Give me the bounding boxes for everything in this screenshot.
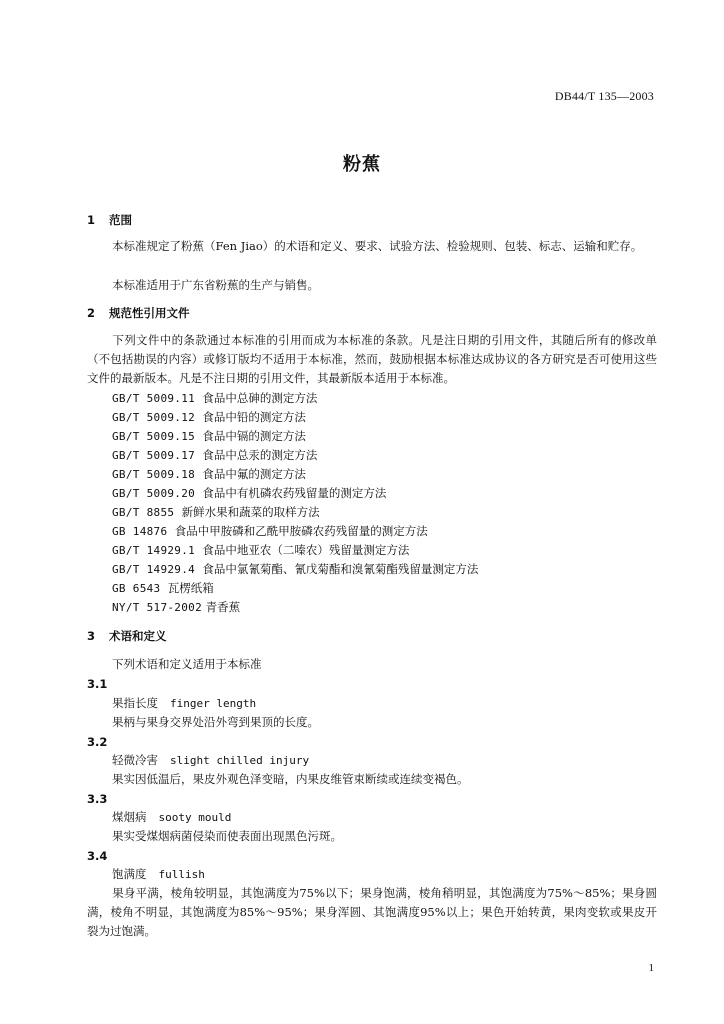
section-title: 范围 bbox=[109, 213, 132, 227]
reference-name: 新鲜水果和蔬菜的取样方法 bbox=[181, 505, 320, 519]
reference-item bbox=[112, 580, 214, 596]
section-number: 1 bbox=[87, 213, 96, 227]
term-title bbox=[112, 866, 205, 882]
reference-item bbox=[112, 523, 428, 539]
reference-item bbox=[112, 485, 386, 501]
reference-name: 食品中氯氰菊酯、氰戊菊酯和溴氰菊酯残留量测定方法 bbox=[202, 562, 479, 576]
reference-item bbox=[112, 542, 409, 558]
paragraph-text: 本标准适用于广东省粉蕉的生产与销售。 bbox=[112, 278, 319, 292]
term-zh: 饱满度 bbox=[112, 867, 147, 881]
reference-code: GB/T 5009.12 bbox=[112, 411, 196, 424]
section-number: 3 bbox=[87, 629, 96, 643]
term-definition: 果柄与果身交界处沿外弯到果顶的长度。 bbox=[112, 715, 319, 729]
reference-item bbox=[112, 466, 306, 482]
term-number: 3.4 bbox=[87, 849, 108, 863]
term-definition: 果实因低温后，果皮外观色泽变暗，内果皮维管束断续或连续变褐色。 bbox=[112, 772, 469, 786]
term-title bbox=[112, 752, 309, 768]
reference-code: GB 14876 bbox=[112, 525, 168, 538]
reference-name: 食品中地亚农（二嗪农）残留量测定方法 bbox=[202, 543, 410, 557]
section-2-heading bbox=[87, 305, 190, 321]
reference-code: GB/T 14929.4 bbox=[112, 563, 196, 576]
document-code: DB44/T 135—2003 bbox=[554, 89, 654, 103]
reference-code: GB/T 5009.17 bbox=[112, 449, 196, 462]
paragraph-text: 本标准规定了粉蕉（Fen Jiao）的术语和定义、要求、试验方法、检验规则、包装、标志、运输和贮存。 bbox=[112, 239, 643, 253]
reference-code: GB/T 5009.20 bbox=[112, 487, 196, 500]
reference-name: 食品中氟的测定方法 bbox=[202, 467, 306, 481]
reference-name: 食品中镉的测定方法 bbox=[202, 429, 306, 443]
page-title: 粉蕉 bbox=[343, 154, 381, 175]
section-title: 术语和定义 bbox=[109, 629, 167, 643]
reference-item bbox=[112, 409, 306, 425]
reference-code: NY/T 517-2002 bbox=[112, 601, 202, 614]
reference-item bbox=[112, 504, 320, 520]
paragraph-text: 果身平满，棱角较明显，其饱满度为75%以下；果身饱满，棱角稍明显，其饱满度为75%～85%；果身圆满，棱角不明显，其饱满度为85%～95%；果身浑圆、其饱满度95%以上；果色开始转黄，果肉变软或果皮开裂为过饱满。 bbox=[87, 886, 657, 938]
term-definition: 果实受煤烟病菌侵染而使表面出现黑色污斑。 bbox=[112, 829, 342, 843]
reference-item bbox=[112, 447, 317, 463]
term-number: 3.2 bbox=[87, 735, 108, 749]
reference-item bbox=[112, 390, 317, 406]
term-en: sooty mould bbox=[158, 811, 232, 824]
reference-code: GB/T 5009.15 bbox=[112, 430, 196, 443]
section-1-paragraph-2 bbox=[87, 276, 657, 295]
term-en: slight chilled injury bbox=[170, 754, 310, 767]
term-title bbox=[112, 695, 256, 711]
paragraph-text: 下列文件中的条款通过本标准的引用而成为本标准的条款。凡是注日期的引用文件，其随后所有的修改单（不包括勘误的内容）或修订版均不适用于本标准，然而，鼓励根据本标准达成协议的各方研究是否可使用这些文件的最新版本。凡是不注日期的引用文件，其最新版本适用于本标准。 bbox=[87, 333, 657, 385]
term-zh: 轻微冷害 bbox=[112, 753, 158, 767]
term-zh: 煤烟病 bbox=[112, 810, 147, 824]
page-number: 1 bbox=[648, 962, 654, 974]
reference-name: 食品中总砷的测定方法 bbox=[202, 391, 318, 405]
reference-code: GB/T 8855 bbox=[112, 506, 175, 519]
reference-name: 食品中有机磷农药残留量的测定方法 bbox=[202, 486, 387, 500]
reference-name: 青香蕉 bbox=[205, 600, 241, 614]
section-title: 规范性引用文件 bbox=[109, 306, 190, 320]
term-zh: 果指长度 bbox=[112, 696, 158, 710]
term-number: 3.3 bbox=[87, 792, 108, 806]
reference-item bbox=[112, 428, 306, 444]
reference-code: GB/T 14929.1 bbox=[112, 544, 196, 557]
reference-name: 食品中铅的测定方法 bbox=[202, 410, 306, 424]
term-en: fullish bbox=[158, 868, 205, 881]
reference-name: 瓦楞纸箱 bbox=[167, 581, 214, 595]
section-1-heading bbox=[87, 212, 132, 228]
section-3-heading bbox=[87, 628, 167, 644]
term-en: finger length bbox=[170, 697, 257, 710]
term-definition bbox=[87, 884, 657, 941]
reference-item bbox=[112, 561, 478, 577]
reference-code: GB/T 5009.11 bbox=[112, 392, 196, 405]
term-title bbox=[112, 809, 231, 825]
section-1-paragraph-1 bbox=[87, 237, 657, 256]
section-number: 2 bbox=[87, 306, 96, 320]
reference-name: 食品中总汞的测定方法 bbox=[202, 448, 318, 462]
reference-code: GB 6543 bbox=[112, 582, 161, 595]
reference-item bbox=[112, 599, 240, 615]
section-2-paragraph bbox=[87, 331, 657, 388]
section-3-intro: 下列术语和定义适用于本标准 bbox=[112, 657, 262, 671]
reference-code: GB/T 5009.18 bbox=[112, 468, 196, 481]
reference-name: 食品中甲胺磷和乙酰甲胺磷农药残留量的测定方法 bbox=[174, 524, 428, 538]
term-number: 3.1 bbox=[87, 677, 108, 691]
